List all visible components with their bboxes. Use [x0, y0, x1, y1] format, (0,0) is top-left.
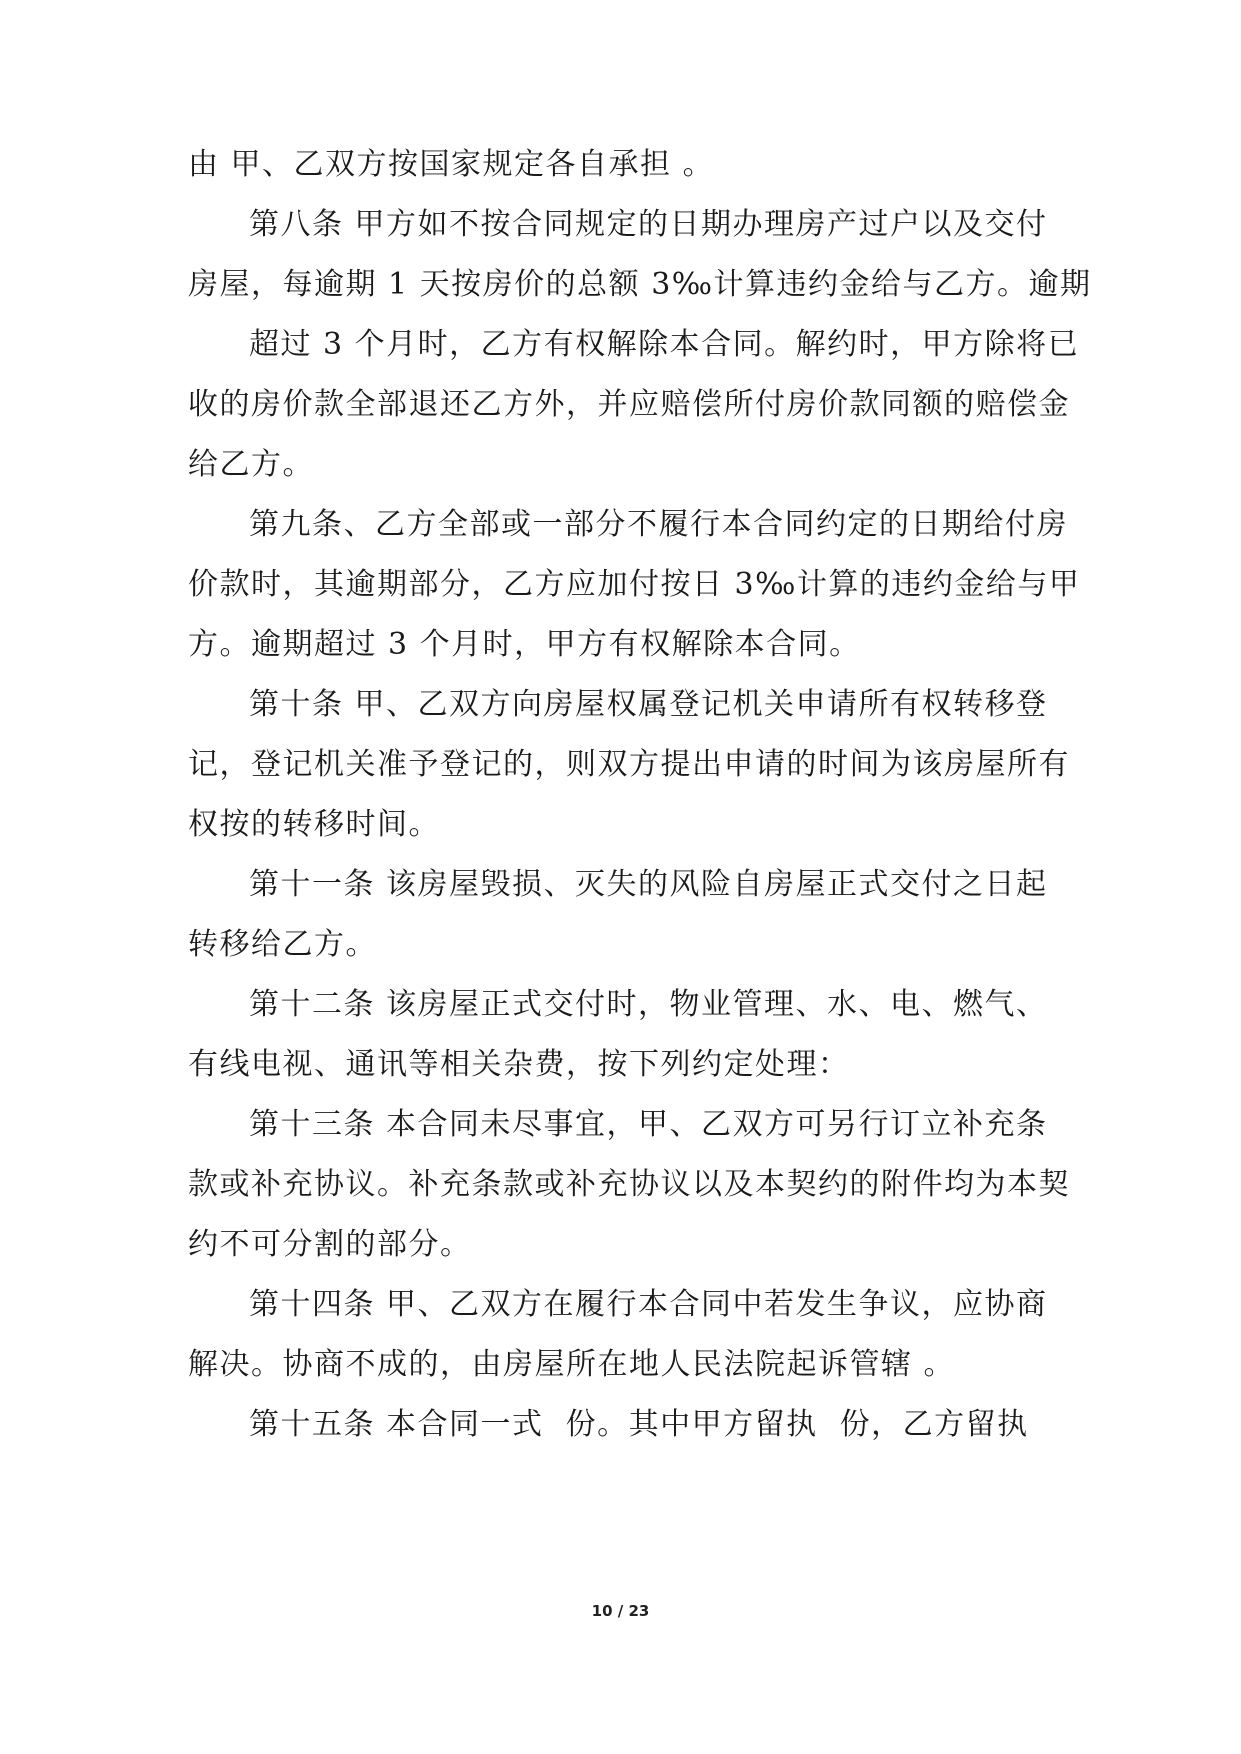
text-line: 价款时，其逾期部分，乙方应加付按日 3‰计算的违约金给与甲 [188, 567, 1081, 602]
text-line: 第十二条 该房屋正式交付时，物业管理、水、电、燃气、 [249, 987, 1048, 1022]
text-line: 第九条、乙方全部或一部分不履行本合同约定的日期给付房 [249, 507, 1068, 542]
text-line: 收的房价款全部退还乙方外，并应赔偿所付房价款同额的赔偿金 [188, 387, 1070, 422]
text-line: 第十一条 该房屋毁损、灭失的风险自房屋正式交付之日起 [249, 867, 1048, 902]
text-line: 第十四条 甲、乙双方在履行本合同中若发生争议，应协商 [249, 1287, 1048, 1322]
text-line: 第十三条 本合同未尽事宜，甲、乙双方可另行订立补充条 [249, 1107, 1048, 1142]
text-line: 记，登记机关准予登记的，则双方提出申请的时间为该房屋所有 [188, 747, 1070, 782]
text-line: 解决。协商不成的，由房屋所在地人民法院起诉管辖 。 [188, 1347, 956, 1382]
page-number: 10 / 23 [591, 1602, 650, 1620]
text-line: 给乙方。 [188, 447, 314, 482]
text-line: 权按的转移时间。 [188, 807, 440, 842]
text-line: 超过 3 个月时，乙方有权解除本合同。解约时，甲方除将已 [249, 327, 1080, 362]
text-line: 房屋，每逾期 1 天按房价的总额 3‰计算违约金给与乙方。逾期 [188, 267, 1092, 302]
text-line: 由 甲、乙双方按国家规定各自承担 。 [188, 147, 715, 182]
text-line: 第十五条 本合同一式 份。其中甲方留执 份，乙方留执 [249, 1407, 1029, 1442]
text-line: 约不可分割的部分。 [188, 1227, 472, 1262]
text-line: 第八条 甲方如不按合同规定的日期办理房产过户以及交付 [249, 207, 1048, 242]
text-line: 第十条 甲、乙双方向房屋权属登记机关申请所有权转移登 [249, 687, 1048, 722]
text-line: 款或补充协议。补充条款或补充协议以及本契约的附件均为本契 [188, 1167, 1070, 1202]
text-line: 有线电视、通讯等相关杂费，按下列约定处理： [188, 1047, 850, 1082]
text-line: 方。逾期超过 3 个月时，甲方有权解除本合同。 [188, 627, 861, 662]
text-line: 转移给乙方。 [188, 927, 377, 962]
